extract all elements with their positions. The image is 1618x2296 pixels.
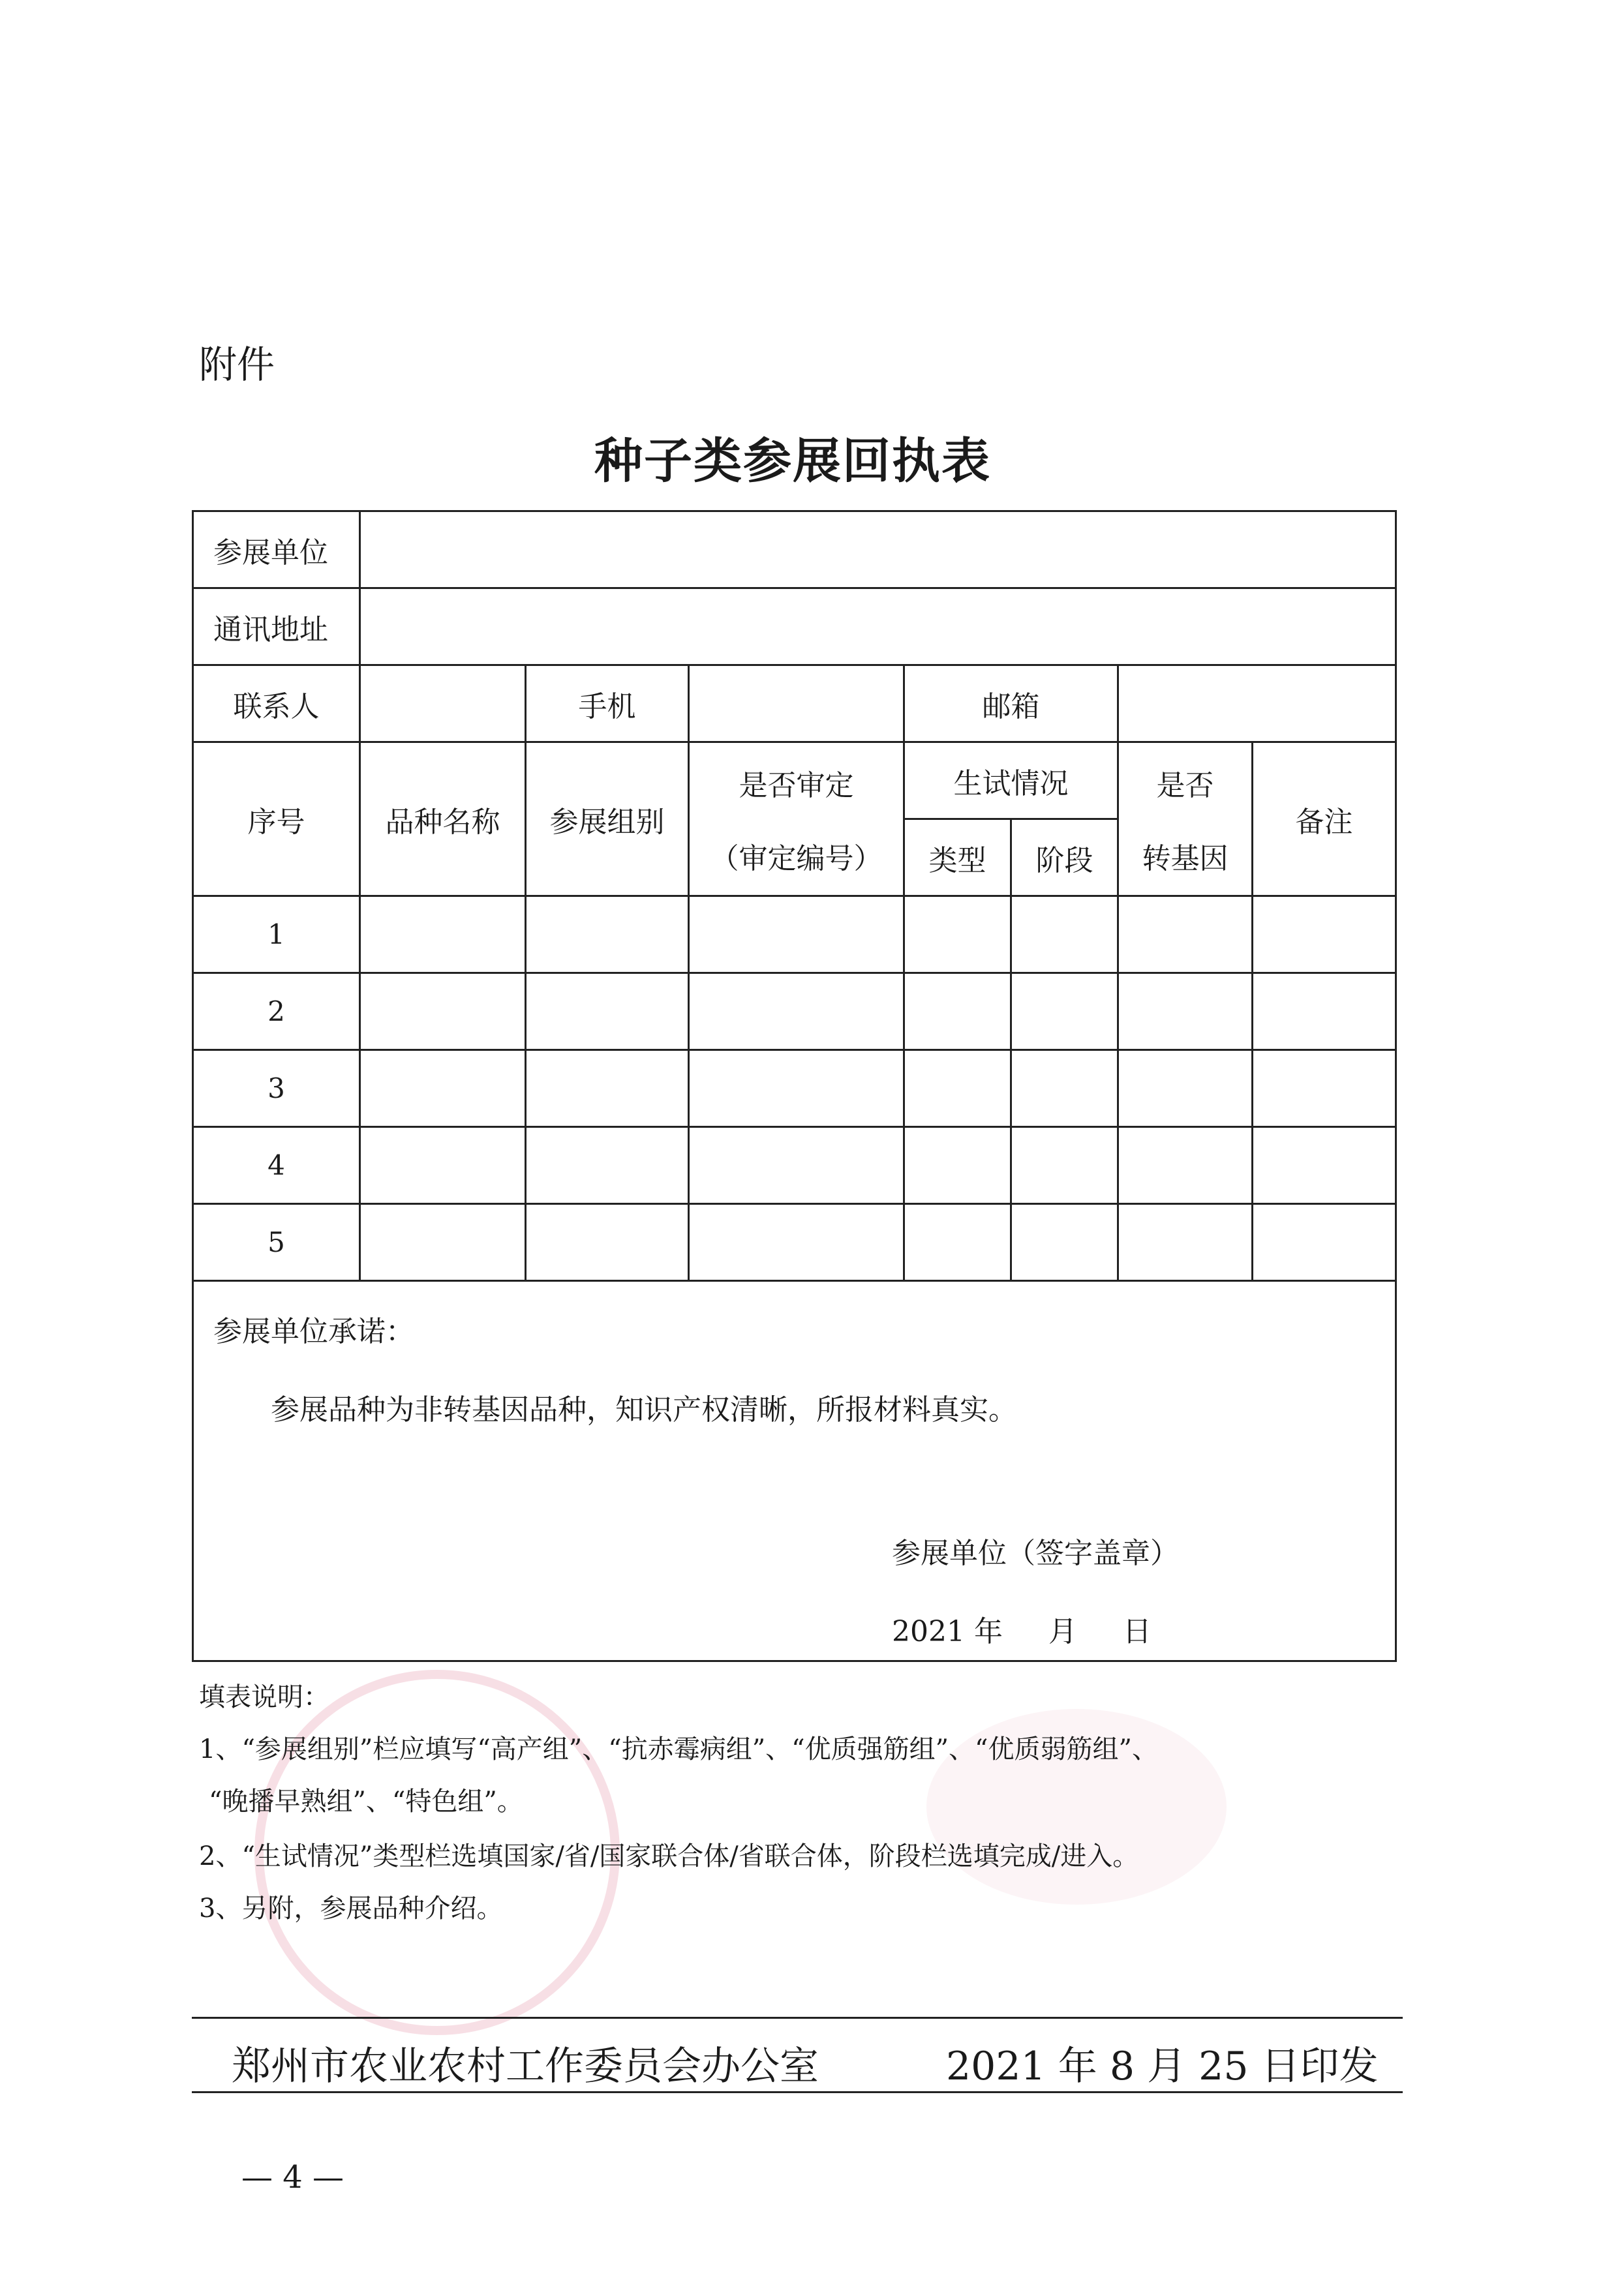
cell-trial-type[interactable] [904, 1127, 1011, 1204]
header-approved-no: （审定编号） [710, 841, 883, 875]
cell-variety[interactable] [360, 1127, 526, 1204]
page-title: 种子类参展回执表 [594, 433, 991, 489]
row-number: 3 [193, 1050, 360, 1127]
header-trial-type: 类型 [904, 819, 1011, 896]
unit-label: 参展单位 [193, 511, 360, 588]
pledge-title: 参展单位承诺： [213, 1315, 414, 1348]
registration-form-table [192, 510, 1397, 1662]
header-remarks: 备注 [1253, 742, 1396, 896]
cell-trial-type[interactable] [904, 1050, 1011, 1127]
footer-top-rule [192, 2017, 1403, 2019]
annex-label: 附件 [199, 342, 275, 387]
row-number: 5 [193, 1204, 360, 1281]
cell-approved[interactable] [689, 1127, 904, 1204]
contact-label: 联系人 [193, 665, 360, 742]
pledge-section [193, 1281, 1396, 1661]
header-seq: 序号 [193, 742, 360, 896]
cell-trial-stage[interactable] [1011, 973, 1118, 1050]
footer-bottom-rule [192, 2091, 1403, 2093]
cell-trial-stage[interactable] [1011, 1050, 1118, 1127]
cell-gmo[interactable] [1118, 1127, 1253, 1204]
phone-input[interactable] [689, 665, 904, 742]
header-variety: 品种名称 [360, 742, 526, 896]
notes-item-1a: 1、“参展组别”栏应填写“高产组”、“抗赤霉病组”、“优质强筋组”、“优质弱筋组”、 [199, 1734, 1158, 1764]
cell-approved[interactable] [689, 1204, 904, 1281]
cell-group[interactable] [526, 1204, 689, 1281]
header-gmo [1118, 742, 1253, 896]
table-row [193, 896, 1396, 973]
cell-trial-stage[interactable] [1011, 1127, 1118, 1204]
table-row [193, 1050, 1396, 1127]
cell-gmo[interactable] [1118, 1050, 1253, 1127]
cell-group[interactable] [526, 973, 689, 1050]
cell-group[interactable] [526, 1050, 689, 1127]
header-gmo-line2: 转基因 [1142, 841, 1229, 875]
contact-input[interactable] [360, 665, 526, 742]
cell-variety[interactable] [360, 1050, 526, 1127]
pledge-text: 参展品种为非转基因品种，知识产权清晰，所报材料真实。 [271, 1393, 1017, 1427]
header-approved [689, 742, 904, 896]
cell-variety[interactable] [360, 1204, 526, 1281]
cell-remarks[interactable] [1253, 1050, 1396, 1127]
notes-item-3: 3、另附，参展品种介绍。 [199, 1894, 503, 1924]
cell-variety[interactable] [360, 896, 526, 973]
page-number: — 4 — [241, 2159, 344, 2196]
signature-label: 参展单位（签字盖章） [892, 1537, 1179, 1570]
cell-trial-type[interactable] [904, 973, 1011, 1050]
cell-group[interactable] [526, 896, 689, 973]
table-row [193, 973, 1396, 1050]
unit-input[interactable] [360, 511, 1396, 588]
cell-remarks[interactable] [1253, 973, 1396, 1050]
cell-group[interactable] [526, 1127, 689, 1204]
signature-date: 2021 年 月 日 [892, 1615, 1152, 1648]
header-group: 参展组别 [526, 742, 689, 896]
row-number: 4 [193, 1127, 360, 1204]
cell-trial-type[interactable] [904, 896, 1011, 973]
cell-trial-stage[interactable] [1011, 896, 1118, 973]
cell-gmo[interactable] [1118, 1204, 1253, 1281]
notes-title: 填表说明： [199, 1682, 329, 1712]
email-label: 邮箱 [904, 665, 1118, 742]
phone-label: 手机 [526, 665, 689, 742]
header-trial: 生试情况 [904, 742, 1118, 819]
footer-organization: 郑州市农业农村工作委员会办公室 [232, 2044, 819, 2089]
address-label: 通讯地址 [193, 588, 360, 665]
cell-gmo[interactable] [1118, 896, 1253, 973]
cell-remarks[interactable] [1253, 1204, 1396, 1281]
cell-approved[interactable] [689, 1050, 904, 1127]
footer-issue-date: 2021 年 8 月 25 日印发 [946, 2044, 1379, 2089]
header-gmo-line1: 是否 [1156, 768, 1214, 802]
cell-approved[interactable] [689, 896, 904, 973]
email-input[interactable] [1118, 665, 1396, 742]
table-row [193, 1127, 1396, 1204]
address-input[interactable] [360, 588, 1396, 665]
row-number: 1 [193, 896, 360, 973]
header-approved-text: 是否审定 [739, 768, 854, 802]
row-number: 2 [193, 973, 360, 1050]
header-trial-stage: 阶段 [1011, 819, 1118, 896]
cell-trial-type[interactable] [904, 1204, 1011, 1281]
cell-trial-stage[interactable] [1011, 1204, 1118, 1281]
notes-item-2: 2、“生试情况”类型栏选填国家/省/国家联合体/省联合体，阶段栏选填完成/进入。 [199, 1841, 1139, 1871]
table-row [193, 1204, 1396, 1281]
cell-approved[interactable] [689, 973, 904, 1050]
notes-item-1b: “晚播早熟组”、“特色组”。 [209, 1787, 523, 1817]
cell-variety[interactable] [360, 973, 526, 1050]
cell-remarks[interactable] [1253, 896, 1396, 973]
cell-remarks[interactable] [1253, 1127, 1396, 1204]
cell-gmo[interactable] [1118, 973, 1253, 1050]
